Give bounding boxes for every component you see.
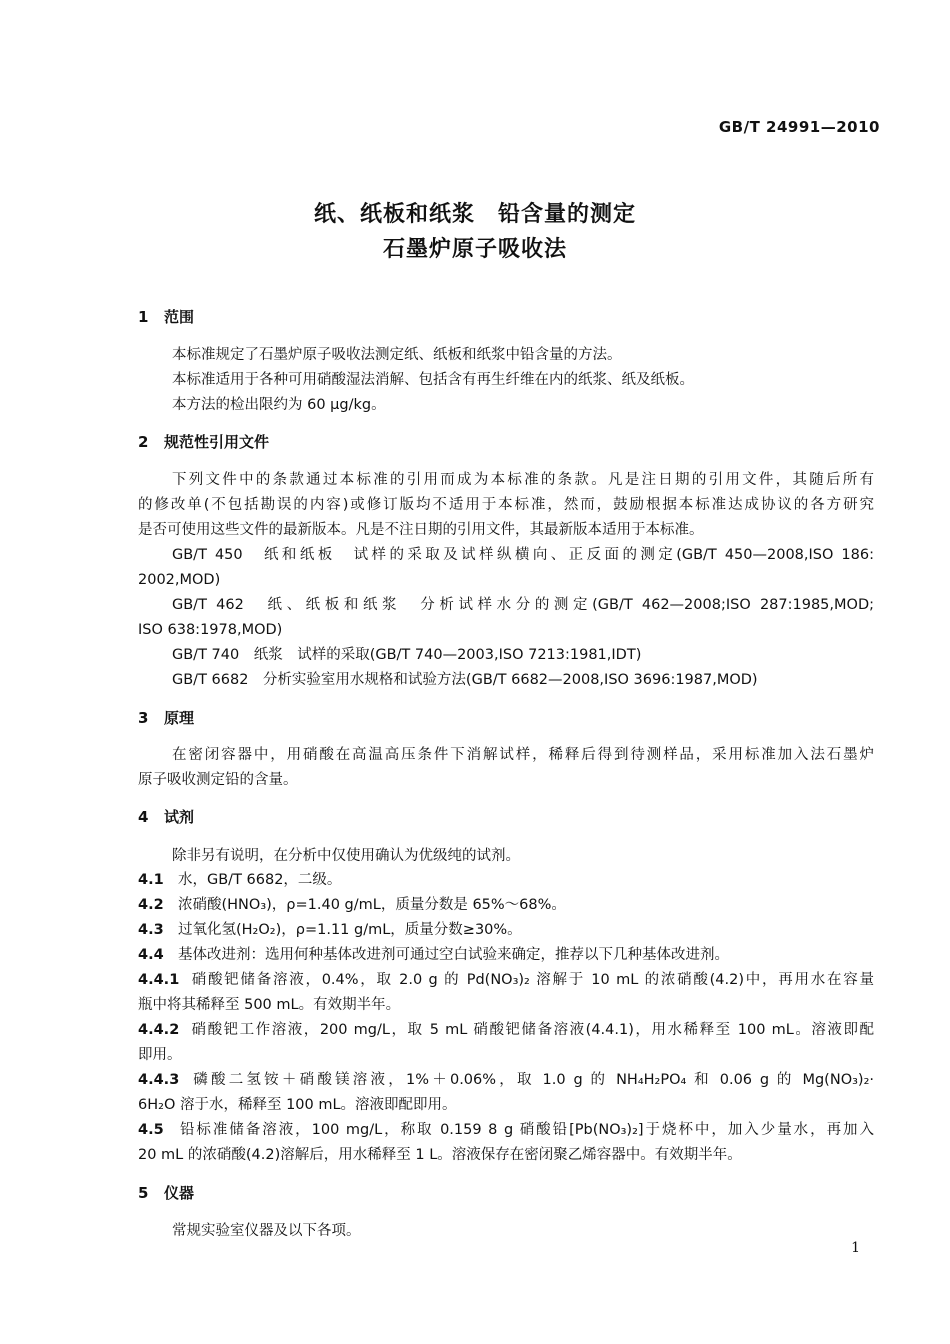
item-4-4: [138, 945, 729, 965]
item-4-4-3-line-2: 6H₂O 溶于水，稀释至 100 mL。溶液即配即用。: [138, 1097, 457, 1113]
item-4-4-2-line-2: 即用。: [138, 1047, 182, 1063]
item-4-4-number: 4.4: [138, 947, 164, 963]
section-5-title: 仪器: [164, 1184, 195, 1202]
section-2-para-line-2: 的修改单(不包括勘误的内容)或修订版均不适用于本标准，然而，鼓励根据本标准达成协议的各方研究: [138, 497, 874, 513]
item-4-4-text: 基体改进剂：选用何种基体改进剂可通过空白试验来确定，推荐以下几种基体改进剂。: [178, 947, 729, 963]
section-4-title: 试剂: [164, 808, 195, 826]
item-4-2-text: 浓硝酸(HNO₃)，ρ=1.40 g/mL，质量分数是 65%～68%。: [178, 897, 566, 913]
item-4-4-1-line-2: 瓶中将其稀释至 500 mL。有效期半年。: [138, 997, 401, 1013]
item-4-3-text: 过氧化氢(H₂O₂)，ρ=1.11 g/mL，质量分数≥30%。: [178, 922, 522, 938]
section-3-para-line-2: 原子吸收测定铅的含量。: [138, 772, 298, 788]
section-1-title: 范围: [164, 308, 195, 326]
item-4-2: [138, 895, 566, 915]
item-4-4-2-text-1: 硝酸钯工作溶液，200 mg/L，取 5 mL 硝酸钯储备溶液(4.4.1)，用水稀释至 100 mL。溶液即配: [190, 1022, 874, 1038]
reference-gbt462-line-2: ISO 638:1978,MOD): [138, 622, 283, 638]
item-4-4-3-line-1: [138, 1070, 874, 1090]
reference-gbt450-line-1: GB/T 450 纸和纸板 试样的采取及试样纵横向、正反面的测定(GB/T 450—2008,ISO 186:: [172, 547, 874, 563]
standard-code: GB/T 24991—2010: [718, 118, 880, 136]
section-4-heading: [138, 806, 194, 827]
section-5-para-1: 常规实验室仪器及以下各项。: [172, 1223, 361, 1239]
section-2-para-line-1: 下列文件中的条款通过本标准的引用而成为本标准的条款。凡是注日期的引用文件，其随后所有: [172, 472, 874, 488]
section-1-number: 1: [138, 308, 149, 326]
item-4-4-3-number: 4.4.3: [138, 1072, 180, 1088]
item-4-5-text-1: 铅标准储备溶液，100 mg/L，称取 0.159 8 g 硝酸铅[Pb(NO₃)₂]于烧杯中，加入少量水，再加入: [178, 1122, 874, 1138]
document-title-line1: 纸、纸板和纸浆 铅含量的测定: [313, 202, 636, 227]
section-4-number: 4: [138, 808, 149, 826]
section-3-para-line-1: 在密闭容器中，用硝酸在高温高压条件下消解试样，稀释后得到待测样品，采用标准加入法石墨炉: [172, 747, 874, 763]
reference-gbt6682: GB/T 6682 分析实验室用水规格和试验方法(GB/T 6682—2008,ISO 3696:1987,MOD): [172, 672, 758, 688]
section-2-number: 2: [138, 433, 149, 451]
item-4-3: [138, 920, 522, 940]
item-4-1-number: 4.1: [138, 872, 164, 888]
section-4-intro: 除非另有说明，在分析中仅使用确认为优级纯的试剂。: [172, 848, 520, 864]
item-4-1: [138, 870, 341, 890]
item-4-1-text: 水，GB/T 6682，二级。: [178, 872, 342, 888]
item-4-4-1-text-1: 硝酸钯储备溶液，0.4%，取 2.0 g 的 Pd(NO₃)₂ 溶解于 10 mL 的浓硝酸(4.2)中，再用水在容量: [190, 972, 874, 988]
item-4-4-3-text-1: 磷酸二氢铵＋硝酸镁溶液，1%＋0.06%，取 1.0 g 的 NH₄H₂PO₄ 和 0.06 g 的 Mg(NO₃)₂·: [190, 1072, 874, 1088]
reference-gbt450-line-2: 2002,MOD): [138, 572, 221, 588]
item-4-4-1-number: 4.4.1: [138, 972, 180, 988]
item-4-5-line-2: 20 mL 的浓硝酸(4.2)溶解后，用水稀释至 1 L。溶液保存在密闭聚乙烯容器中。有效期半年。: [138, 1147, 742, 1163]
item-4-4-2-number: 4.4.2: [138, 1022, 180, 1038]
item-4-2-number: 4.2: [138, 897, 164, 913]
section-5-number: 5: [138, 1184, 149, 1202]
item-4-4-1-line-1: [138, 970, 874, 990]
item-4-4-2-line-1: [138, 1020, 874, 1040]
reference-gbt462-line-1: GB/T 462 纸、纸板和纸浆 分析试样水分的测定(GB/T 462—2008;ISO 287:1985,MOD;: [172, 597, 874, 613]
section-1-para-3: 本方法的检出限约为 60 μg/kg。: [172, 397, 386, 413]
section-3-number: 3: [138, 709, 149, 727]
section-5-heading: [138, 1182, 194, 1203]
section-1-heading: [138, 306, 194, 327]
section-1-para-2: 本标准适用于各种可用硝酸湿法消解、包括含有再生纤维在内的纸浆、纸及纸板。: [172, 372, 694, 388]
reference-gbt740: GB/T 740 纸浆 试样的采取(GB/T 740—2003,ISO 7213:1981,IDT): [172, 647, 642, 663]
page-number: 1: [851, 1240, 860, 1256]
section-2-para-line-3: 是否可使用这些文件的最新版本。凡是不注日期的引用文件，其最新版本适用于本标准。: [138, 522, 704, 538]
section-2-heading: [138, 431, 269, 452]
section-3-title: 原理: [164, 709, 195, 727]
section-3-heading: [138, 707, 194, 728]
section-1-para-1: 本标准规定了石墨炉原子吸收法测定纸、纸板和纸浆中铅含量的方法。: [172, 347, 622, 363]
item-4-5-number: 4.5: [138, 1122, 164, 1138]
section-2-title: 规范性引用文件: [164, 433, 270, 451]
document-title-line2: 石墨炉原子吸收法: [382, 237, 567, 262]
item-4-5-line-1: [138, 1120, 874, 1140]
item-4-3-number: 4.3: [138, 922, 164, 938]
